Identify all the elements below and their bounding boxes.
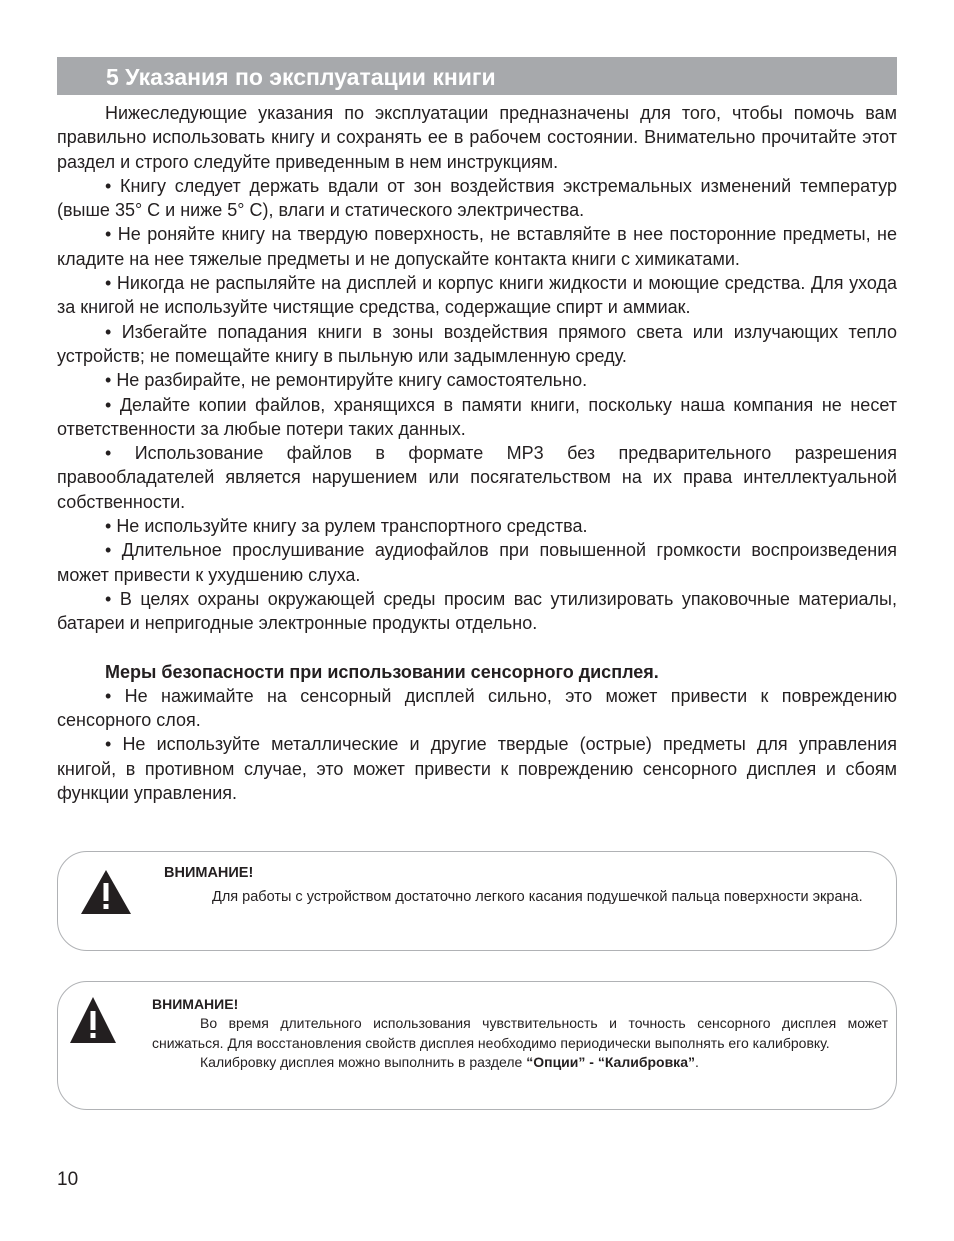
bullet-item: • Не разбирайте, не ремонтируйте книгу самостоятельно. (57, 368, 897, 392)
section-header (57, 57, 897, 95)
bullet-item: • В целях охраны окружающей среды просим вас утилизировать упаковочные материалы, батареи и непригодные электронные продукты отдельно. (57, 587, 897, 636)
section-title: 5 Указания по эксплуатации книги (106, 64, 496, 90)
warning-triangle-icon (80, 869, 132, 920)
warning-triangle-svg (80, 869, 132, 915)
warning-1-text: Для работы с устройством достаточно легкого касания подушечкой пальца поверхности экрана. (212, 889, 863, 905)
warning-2-content (152, 994, 888, 1073)
warning-1-content (164, 863, 880, 907)
warning-2-text: Во время длительного использования чувствительность и точность сенсорного дисплея может снижаться. Для восстановления свойств дисплея необходимо периодически выполнять его калибровку. (152, 1015, 888, 1051)
bullet-item: • Никогда не распыляйте на дисплей и корпус книги жидкости и моющие средства. Для ухода за книгой не используйте чистящие средства, содержащие спирт и аммиак. (57, 271, 897, 320)
calibration-suffix: . (694, 1054, 699, 1070)
warning-box-2 (57, 981, 897, 1110)
warning-triangle-icon (69, 996, 117, 1049)
touch-bullet-item: • Не нажимайте на сенсорный дисплей сильно, это может привести к повреждению сенсорного слоя. (57, 684, 897, 733)
bullet-item: • Длительное прослушивание аудиофайлов при повышенной громкости воспроизведения может привести к ухудшению слуха. (57, 538, 897, 587)
bullet-item: • Делайте копии файлов, хранящихся в памяти книги, поскольку наша компания не несет ответственности за любые потери таких данных. (57, 393, 897, 442)
bullet-item: • Не используйте книгу за рулем транспортного средства. (57, 514, 897, 538)
bullet-item: • Использование файлов в формате MP3 без предварительного разрешения правообладателей является нарушением или посягательством на их права интеллектуальной собственности. (57, 441, 897, 514)
instructions-body (57, 101, 897, 805)
page-content (57, 57, 897, 805)
page-number: 10 (57, 1169, 79, 1190)
bullet-item: • Книгу следует держать вдали от зон воздействия экстремальных изменений температур (выше 35° С и ниже 5° С), влаги и статического электричества. (57, 174, 897, 223)
warning-2-title: ВНИМАНИЕ! (152, 996, 239, 1012)
bullet-item: • Не роняйте книгу на твердую поверхность, не вставляйте в нее посторонние предметы, не кладите на нее тяжелые предметы и не допускайте контакта книги с химикатами. (57, 222, 897, 271)
warning-2-calibration (152, 1053, 888, 1073)
intro-paragraph: Нижеследующие указания по эксплуатации предназначены для того, чтобы помочь вам правильно использовать книгу и сохранять ее в рабочем состоянии. Внимательно прочитайте этот раздел и строго следуйте приведенным в нем инструкциям. (57, 103, 897, 172)
touch-safety-title: Меры безопасности при использовании сенсорного дисплея. (105, 661, 659, 682)
calibration-menu-path: “Опции” - “Калибровка” (526, 1054, 695, 1070)
calibration-prefix: Калибровку дисплея можно выполнить в разделе (200, 1054, 527, 1070)
warning-box-1 (57, 851, 897, 951)
spacer (57, 636, 897, 660)
touch-bullet-item: • Не используйте металлические и другие твердые (острые) предметы для управления книгой, в противном случае, это может привести к повреждению сенсорного дисплея и сбоям функции управления. (57, 732, 897, 805)
warning-triangle-svg (69, 996, 117, 1044)
warning-1-title: ВНИМАНИЕ! (164, 865, 254, 881)
bullet-item: • Избегайте попадания книги в зоны воздействия прямого света или излучающих тепло устройств; не помещайте книгу в пыльную или задымленную среду. (57, 320, 897, 369)
